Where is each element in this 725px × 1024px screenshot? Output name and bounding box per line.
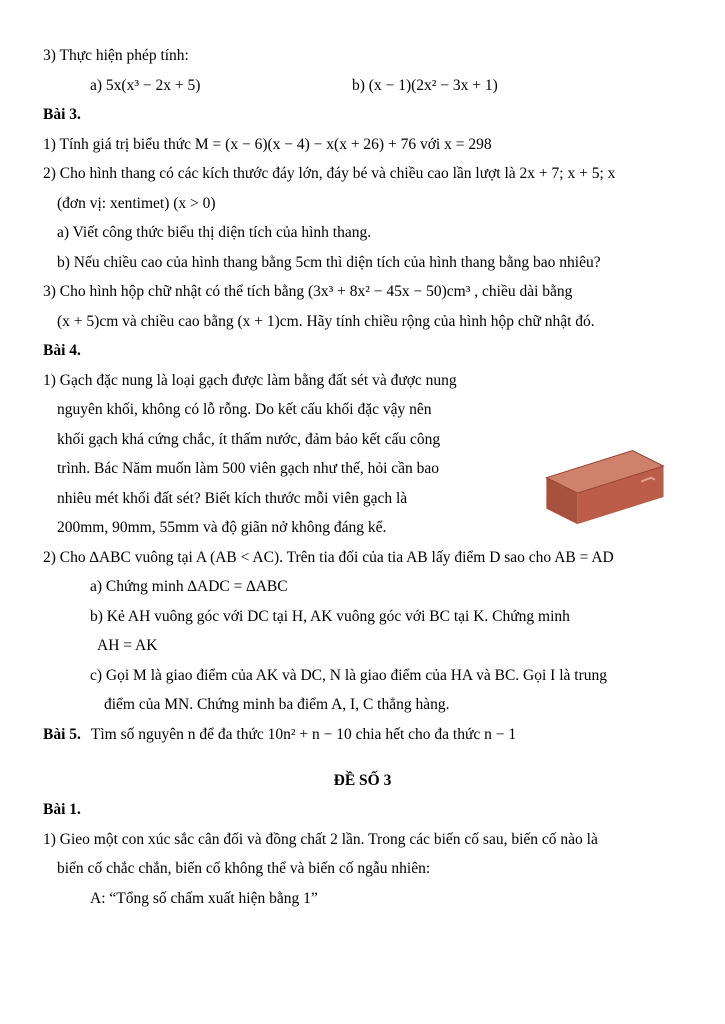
de-so-3-title: ĐỀ SỐ 3 (333, 771, 392, 789)
bai3-q1: 1) Tính giá trị biểu thức M = (x − 6)(x − 4) − x(x + 26) + 76 với x = 298 (43, 135, 492, 153)
bai1-q1-event-a: A: “Tổng số chấm xuất hiện bằng 1” (90, 889, 318, 907)
bai4-q2-item-a: a) Chứng minh ∆ADC = ∆ABC (90, 578, 288, 595)
bai4-q2-item-c-line1: c) Gọi M là giao điểm của AK và DC, N là giao điểm của HA và BC. Gọi I là trung (90, 666, 607, 684)
exercise-line: 3) Thực hiện phép tính: (43, 47, 189, 64)
brick-image (540, 437, 667, 529)
expression-b: b) (x − 1)(2x² − 3x + 1) (352, 76, 498, 94)
bai4-q2-item-c-line2: điểm của MN. Chứng minh ba điểm A, I, C thẳng hàng. (104, 696, 450, 713)
bai3-q2-item-a: a) Viết công thức biểu thị diện tích của hình thang. (57, 224, 372, 241)
expression-a: a) 5x(x³ − 2x + 5) (90, 76, 201, 94)
bai4-q1-line3: khối gạch khá cứng chắc, ít thấm nước, đảm bảo kết cấu công (57, 430, 441, 448)
bai5-line (43, 725, 682, 745)
bai3-q3-line2: (x + 5)cm và chiều cao bằng (x + 1)cm. Hãy tính chiều rộng của hình hộp chữ nhật đó. (57, 312, 595, 330)
bai3-heading: Bài 3. (43, 106, 81, 123)
bai5-text: Tìm số nguyên n để đa thức 10n² + n − 10 chia hết cho đa thức n − 1 (90, 725, 517, 743)
bai4-heading: Bài 4. (43, 342, 81, 359)
bai4-q2: 2) Cho ∆ABC vuông tại A (AB < AC). Trên tia đối của tia AB lấy điểm D sao cho AB = AD (43, 548, 614, 566)
bai4-q1-line4: trình. Bác Năm muốn làm 500 viên gạch như thế, hỏi cần bao (57, 460, 440, 477)
bai4-q1-line5: nhiêu mét khối đất sét? Biết kích thước mỗi viên gạch là (57, 489, 408, 507)
bai3-q2-item-b: b) Nếu chiều cao của hình thang bằng 5cm thì diện tích của hình thang bằng bao nhiêu? (57, 253, 601, 271)
bai4-q2-item-b-line1: b) Kẻ AH vuông góc với DC tại H, AK vuông góc với BC tại K. Chứng minh (90, 607, 570, 625)
bai3-q2-line1: 2) Cho hình thang có các kích thước đáy lớn, đáy bé và chiều cao lần lượt là 2x + 7; x + 5; x (43, 165, 616, 182)
bai3-q2-line2: (đơn vị: xentimet) (x > 0) (57, 194, 216, 212)
bai4-q1-line6: 200mm, 90mm, 55mm và độ giãn nở không đáng kể. (57, 519, 387, 536)
bai1-q1-line1: 1) Gieo một con xúc sắc cân đối và đồng chất 2 lần. Trong các biến cố sau, biến cố nào là (43, 830, 598, 848)
bai3-q3-line1: 3) Cho hình hộp chữ nhật có thể tích bằng (3x³ + 8x² − 45x − 50)cm³ , chiều dài bằng (43, 283, 573, 300)
bai4-q1-line2: nguyên khối, không có lỗ rỗng. Do kết cấu khối đặc vậy nên (57, 401, 432, 418)
exercise-two-columns (43, 76, 682, 96)
bai4-q2-item-b-line2: AH = AK (97, 637, 158, 654)
bai5-heading: Bài 5. (43, 725, 81, 743)
bai1-heading: Bài 1. (43, 801, 81, 818)
bai1-q1-line2: biến cố chắc chắn, biến cố không thể và biến cố ngẫu nhiên: (57, 860, 431, 877)
bai4-q1-line1: 1) Gạch đặc nung là loại gạch được làm bằng đất sét và được nung (43, 371, 457, 389)
